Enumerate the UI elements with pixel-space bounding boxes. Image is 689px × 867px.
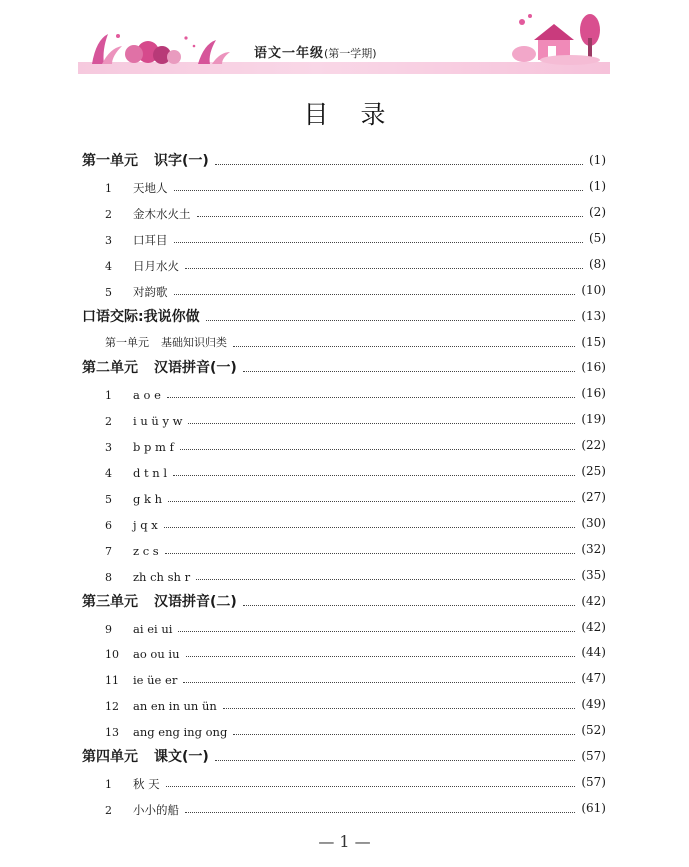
toc-entry-label (105, 384, 161, 403)
page-reference: (1) (589, 179, 606, 193)
toc-item-row (105, 512, 606, 534)
lesson-number: 7 (105, 544, 112, 558)
toc-unit-row (82, 305, 606, 327)
lesson-number: 3 (105, 233, 112, 247)
lesson-number: 2 (105, 803, 112, 817)
toc-entry-label (105, 799, 179, 818)
dot-leader (185, 268, 583, 269)
toc-entry-label (82, 150, 209, 170)
toc-item-row (105, 175, 606, 197)
dot-leader (167, 397, 575, 398)
page-reference: (19) (581, 412, 606, 426)
book-title (254, 42, 377, 61)
page-reference: (52) (581, 723, 606, 737)
dot-leader (243, 371, 576, 372)
toc-item-row (105, 616, 606, 638)
book-subtitle: (第一学期) (324, 47, 377, 60)
dot-leader (174, 190, 584, 191)
page-reference: (35) (581, 568, 606, 582)
lesson-name: 日月水火 (133, 258, 179, 273)
lesson-number: 1 (105, 777, 112, 791)
dot-leader (223, 708, 576, 709)
page-reference: (16) (581, 360, 606, 374)
lesson-name: 金木水火土 (133, 206, 191, 221)
lesson-name: 天地人 (133, 180, 168, 195)
toc-item-row (105, 719, 606, 741)
unit-name: 第三单元 (82, 594, 138, 610)
lesson-name: ao ou iu (133, 646, 180, 661)
lesson-number: 6 (105, 518, 112, 532)
dot-leader (233, 734, 575, 735)
dot-leader (178, 631, 575, 632)
dot-leader (168, 501, 575, 502)
toc-sub-row (105, 331, 606, 353)
toc-entry-label (82, 591, 237, 611)
dot-leader (215, 760, 576, 761)
lesson-number: 13 (105, 725, 119, 739)
lesson-number: 12 (105, 699, 119, 713)
dot-leader (186, 656, 576, 657)
toc-unit-row (82, 149, 606, 171)
lesson-name: a o e (133, 387, 161, 402)
toc-entry-label (105, 203, 191, 222)
unit-topic: 汉语拼音(一) (154, 360, 237, 376)
toc-item-row (105, 538, 606, 560)
page-reference: (47) (581, 671, 606, 685)
dot-leader (164, 527, 576, 528)
page-reference: (16) (581, 386, 606, 400)
toc-item-row (105, 460, 606, 482)
lesson-number: 11 (105, 673, 119, 687)
dot-leader (185, 812, 575, 813)
dot-leader (165, 553, 576, 554)
toc-item-row (105, 253, 606, 275)
toc-entry-label (105, 436, 174, 455)
page-number: — 1 — (318, 832, 371, 851)
toc-entry-label (82, 357, 237, 377)
dot-leader (166, 786, 576, 787)
lesson-name: i u ü y w (133, 413, 183, 428)
toc-entry-label (105, 255, 179, 274)
unit-name: 口语交际:我说你做 (82, 309, 200, 325)
page-reference: (2) (589, 205, 606, 219)
toc-entry-label (105, 669, 177, 688)
dot-leader (215, 164, 583, 165)
lesson-number: 3 (105, 440, 112, 454)
lesson-number: 2 (105, 207, 112, 221)
dot-leader (243, 605, 576, 606)
unit-topic: 汉语拼音(二) (154, 594, 237, 610)
dot-leader (197, 216, 584, 217)
page-header (78, 0, 610, 80)
toc-entry-label (82, 306, 200, 326)
dot-leader (180, 449, 576, 450)
lesson-name: ie üe er (133, 672, 178, 687)
lesson-name: j q x (133, 517, 158, 532)
page-reference: (27) (581, 490, 606, 504)
page-reference: (42) (581, 620, 606, 634)
toc-item-row (105, 201, 606, 223)
toc-item-row (105, 771, 606, 793)
unit-topic: 课文(一) (154, 749, 209, 765)
lesson-name: 秋 天 (133, 776, 160, 791)
toc-entry-label (105, 540, 159, 559)
toc-unit-row (82, 356, 606, 378)
dot-leader (174, 294, 576, 295)
lesson-number: 8 (105, 570, 112, 584)
unit-topic: 基础知识归类 (161, 336, 227, 349)
toc-entry-label (105, 177, 168, 196)
lesson-name: zh ch sh r (133, 569, 191, 584)
lesson-number: 2 (105, 414, 112, 428)
dot-leader (206, 320, 576, 321)
lesson-number: 5 (105, 285, 112, 299)
page-reference: (44) (581, 645, 606, 659)
toc-entry-label (105, 695, 217, 714)
lesson-name: z c s (133, 543, 159, 558)
page-reference: (25) (581, 464, 606, 478)
lesson-name: 口耳目 (133, 232, 168, 247)
unit-name: 第一单元 (105, 336, 149, 349)
page-reference: (32) (581, 542, 606, 556)
house-tree-decoration-icon (510, 8, 610, 66)
toc-entry-label (105, 514, 158, 533)
toc-entry-label (105, 229, 168, 248)
lesson-name: b p m f (133, 439, 174, 454)
dot-leader (174, 242, 584, 243)
page-reference: (61) (581, 801, 606, 815)
unit-name: 第二单元 (82, 360, 138, 376)
toc-entry-label (105, 281, 168, 300)
toc-item-row (105, 382, 606, 404)
page-reference: (5) (589, 231, 606, 245)
page-reference: (42) (581, 594, 606, 608)
toc-item-row (105, 667, 606, 689)
page-title: 目录 (303, 100, 418, 129)
toc-item-row (105, 693, 606, 715)
page-reference: (22) (581, 438, 606, 452)
toc-entry-label (82, 746, 209, 766)
unit-topic: 识字(一) (154, 153, 209, 169)
toc-item-row (105, 564, 606, 586)
lesson-name: 对韵歌 (133, 284, 168, 299)
toc-item-row (105, 797, 606, 819)
toc-entry-label (105, 410, 182, 429)
lesson-number: 4 (105, 466, 112, 480)
page-reference: (57) (581, 749, 606, 763)
toc-entry-label (105, 618, 172, 637)
toc-item-row (105, 279, 606, 301)
toc-unit-row (82, 745, 606, 767)
lesson-name: an en in un ün (133, 698, 217, 713)
dot-leader (196, 579, 575, 580)
book-title-text: 语文一年级 (254, 46, 325, 61)
toc-entry-label (105, 721, 227, 740)
unit-name: 第一单元 (82, 153, 138, 169)
flower-decoration-icon (78, 26, 238, 68)
dot-leader (173, 475, 575, 476)
toc-item-row (105, 434, 606, 456)
dot-leader (233, 346, 575, 347)
toc-entry-label (105, 643, 180, 662)
lesson-name: ai ei ui (133, 621, 173, 636)
lesson-number: 1 (105, 388, 112, 402)
lesson-number: 9 (105, 622, 112, 636)
lesson-name: d t n l (133, 465, 168, 480)
lesson-number: 5 (105, 492, 112, 506)
page-reference: (10) (581, 283, 606, 297)
toc-entry-label (105, 462, 167, 481)
page-reference: (49) (581, 697, 606, 711)
lesson-number: 10 (105, 647, 119, 661)
toc-entry-label (105, 773, 160, 792)
toc-item-row (105, 408, 606, 430)
lesson-number: 4 (105, 259, 112, 273)
dot-leader (183, 682, 575, 683)
unit-name: 第四单元 (82, 749, 138, 765)
page-reference: (15) (581, 335, 606, 349)
page-reference: (30) (581, 516, 606, 530)
lesson-name: 小小的船 (133, 802, 179, 817)
lesson-number: 1 (105, 181, 112, 195)
page-reference: (1) (589, 153, 606, 167)
page-reference: (8) (589, 257, 606, 271)
toc-item-row (105, 641, 606, 663)
page-reference: (57) (581, 775, 606, 789)
page-reference: (13) (581, 309, 606, 323)
lesson-name: ang eng ing ong (133, 724, 228, 739)
toc-entry-label (105, 334, 227, 350)
lesson-name: g k h (133, 491, 163, 506)
toc-unit-row (82, 590, 606, 612)
toc-entry-label (105, 488, 162, 507)
dot-leader (188, 423, 575, 424)
toc-item-row (105, 227, 606, 249)
toc-item-row (105, 486, 606, 508)
toc-entry-label (105, 566, 190, 585)
